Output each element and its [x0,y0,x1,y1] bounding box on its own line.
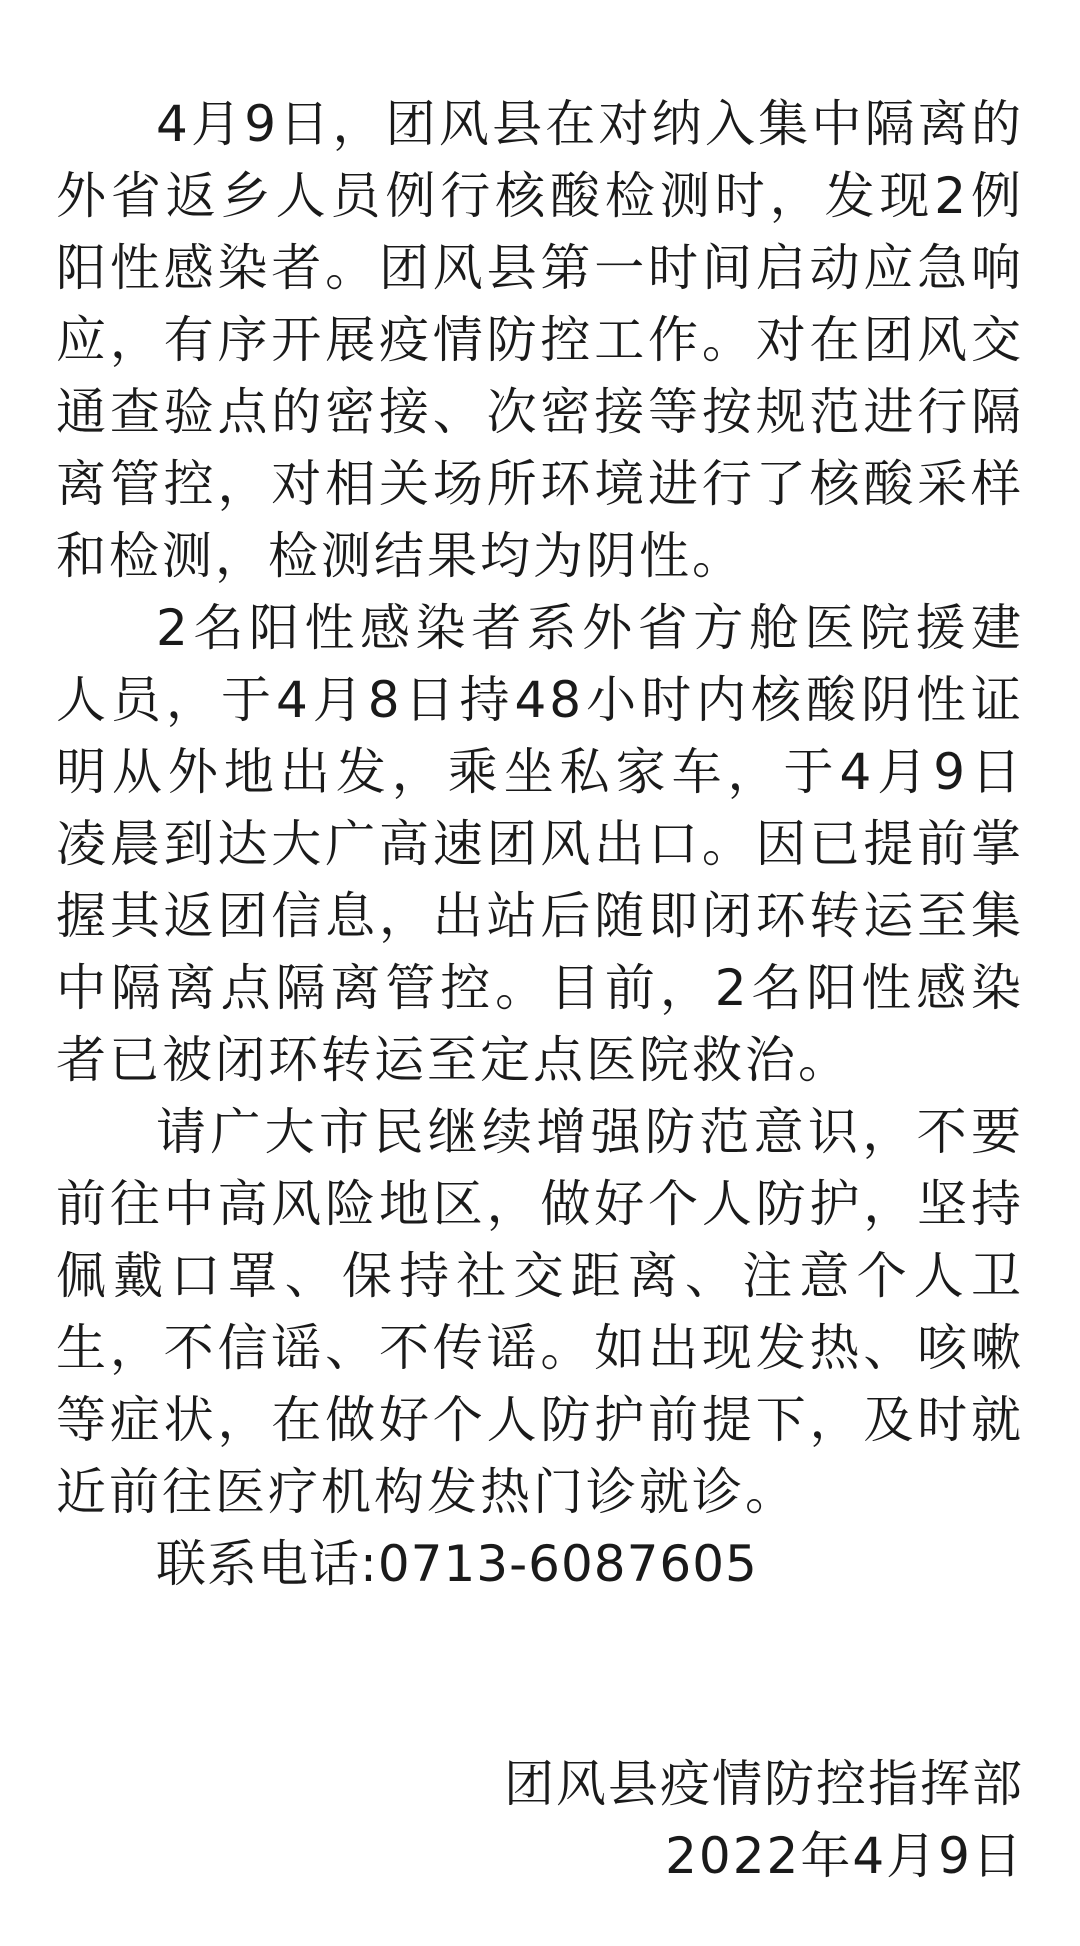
issuing-organization: 团风县疫情防控指挥部 [504,1755,1024,1813]
paragraph-incident: 4月9日，团风县在对纳入集中隔离的外省返乡人员例行核酸检测时，发现2例阳性感染者。团风县第一时间启动应急响应，有序开展疫情防控工作。对在团风交通查验点的密接、次密接等按规范进行隔离管控，对相关场所环境进行了核酸采样和检测，检测结果均为阴性。 [56,95,1024,585]
notice-body [56,88,1024,1600]
paragraph-advice: 请广大市民继续增强防范意识，不要前往中高风险地区，做好个人防护，坚持佩戴口罩、保持社交距离、注意个人卫生，不信谣、不传谣。如出现发热、咳嗽等症状，在做好个人防护前提下，及时就近前往医疗机构发热门诊就诊。 [56,1103,1024,1521]
paragraph-cases: 2名阳性感染者系外省方舱医院援建人员，于4月8日持48小时内核酸阴性证明从外地出发，乘坐私家车，于4月9日凌晨到达大广高速团风出口。因已提前掌握其返团信息，出站后随即闭环转运至集中隔离点隔离管控。目前，2名阳性感染者已被闭环转运至定点医院救治。 [56,599,1024,1089]
contact-phone: 联系电话:0713-6087605 [156,1535,758,1593]
issue-date: 2022年4月9日 [665,1827,1024,1885]
signature-block [504,1748,1024,1892]
